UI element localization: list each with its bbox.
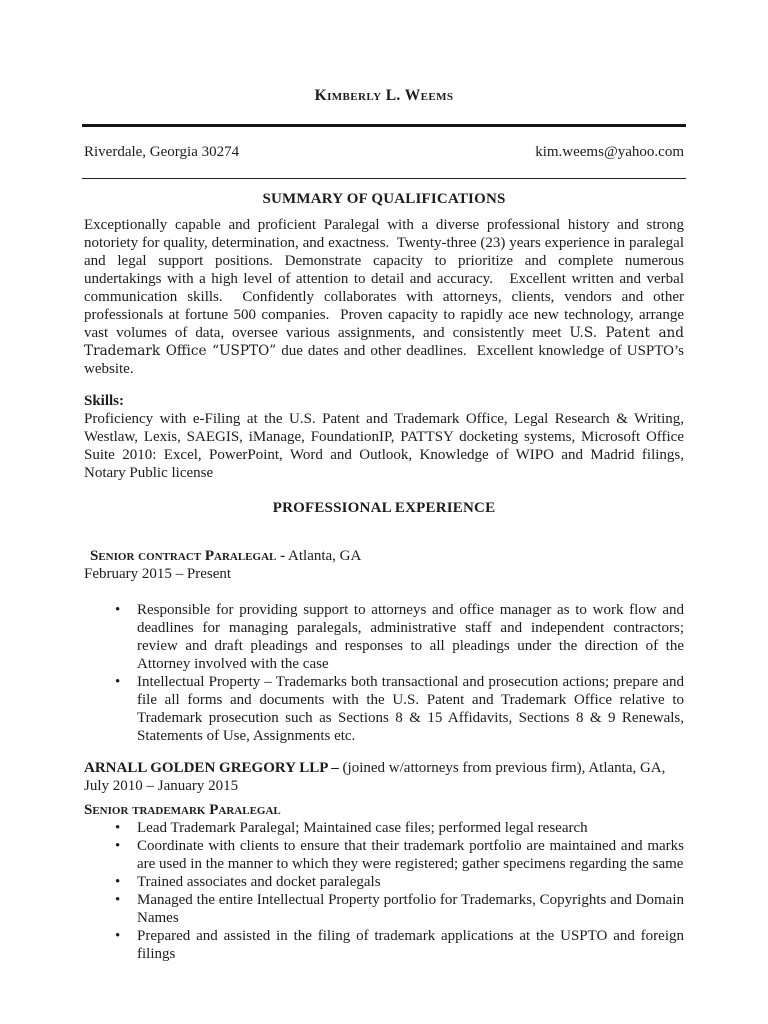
bullet-item: • Responsible for providing support to attorneys and office manager as to work flow and deadlines for managing paralegals, administrative staff and independent contractors; review and draft pleadings and responses to all pleadings under the direction of the Attorney involved with the case <box>137 601 684 673</box>
skills-label: Skills: <box>84 393 125 409</box>
contact-location: Riverdale, Georgia 30274 <box>84 144 240 160</box>
summary-paragraph <box>84 216 684 378</box>
bullet-item: • Prepared and assisted in the filing of trademark applications at the USPTO and foreign filings <box>137 927 684 963</box>
header-rule-bottom <box>82 178 686 179</box>
experience-heading: PROFESSIONAL EXPERIENCE <box>272 500 496 516</box>
job-dates: February 2015 – Present <box>84 566 232 582</box>
bullet-item: • Coordinate with clients to ensure that their trademark portfolio are maintained and marks are used in the manner to which they were registered; gather specimens regarding the same <box>137 837 684 873</box>
job-company: ARNALL GOLDEN GREGORY LLP – <box>84 760 343 776</box>
bullet-item: • Lead Trademark Paralegal; Maintained case files; performed legal research <box>137 819 684 837</box>
skills-text: Proficiency with e-Filing at the U.S. Patent and Trademark Office, Legal Research & Writing, Westlaw, Lexis, SAEGIS, iManage, FoundationIP, PATTSY docketing systems, Microsoft Office Suite 2010: Excel, PowerPoint, Word and Outlook, Knowledge of WIPO and Madrid filings, Notary Public license <box>84 411 684 481</box>
job-location: Atlanta, GA <box>285 548 362 564</box>
summary-heading: SUMMARY OF QUALIFICATIONS <box>262 191 506 207</box>
job-title: Senior contract Paralegal - <box>90 548 286 564</box>
job-company-note: (joined w/attorneys from previous firm), Atlanta, GA, <box>342 760 666 776</box>
contact-row <box>84 143 684 161</box>
uspto-phrase: U.S. Patent and Trademark Office “USPTO” <box>84 325 685 359</box>
bullet-item: • Trained associates and docket paralegals <box>137 873 684 891</box>
job-company-line <box>84 759 684 777</box>
job-bullet-list <box>84 819 684 963</box>
job-bullet-list <box>84 601 684 745</box>
job-role: Senior trademark Paralegal <box>84 802 281 818</box>
job-arnall-golden-gregory <box>84 759 684 963</box>
contact-email: kim.weems@yahoo.com <box>535 144 684 160</box>
summary-text-after: due dates and other deadlines. Excellent knowledge of USPTO’s website. <box>84 343 685 377</box>
bullet-item: • Intellectual Property – Trademarks both transactional and prosecution actions; prepare and file all forms and documents with the U.S. Patent and Trademark Office relative to Trademark prosecution such as Sections 8 & 15 Affidavits, Sections 8 & 9 Renewals, Statements of Use, Assignments etc. <box>137 673 684 745</box>
resume-name: Kimberly L. Weems <box>314 87 454 104</box>
skills-section <box>84 392 684 482</box>
bullet-item: • Managed the entire Intellectual Property portfolio for Trademarks, Copyrights and Domain Names <box>137 891 684 927</box>
job-dates: July 2010 – January 2015 <box>84 778 239 794</box>
header-rule-top <box>82 124 686 127</box>
job-title-line <box>84 547 684 565</box>
summary-text-before: Exceptionally capable and proficient Paralegal with a diverse professional history and strong notoriety for quality, determination, and exactness. Twenty-three (23) years experience in paralegal and legal support positions. Demonstrate capacity to prioritize and complete numerous undertakings with a high level of attention to detail and accuracy. Excellent written and verbal communication skills. Confidently collaborates with attorneys, clients, vendors and other professionals at fortune 500 companies. Proven capacity to rapidly ace new technology, arrange vast volumes of data, oversee various assignments, and consistently meet <box>84 217 684 341</box>
job-senior-contract-paralegal <box>84 547 684 745</box>
